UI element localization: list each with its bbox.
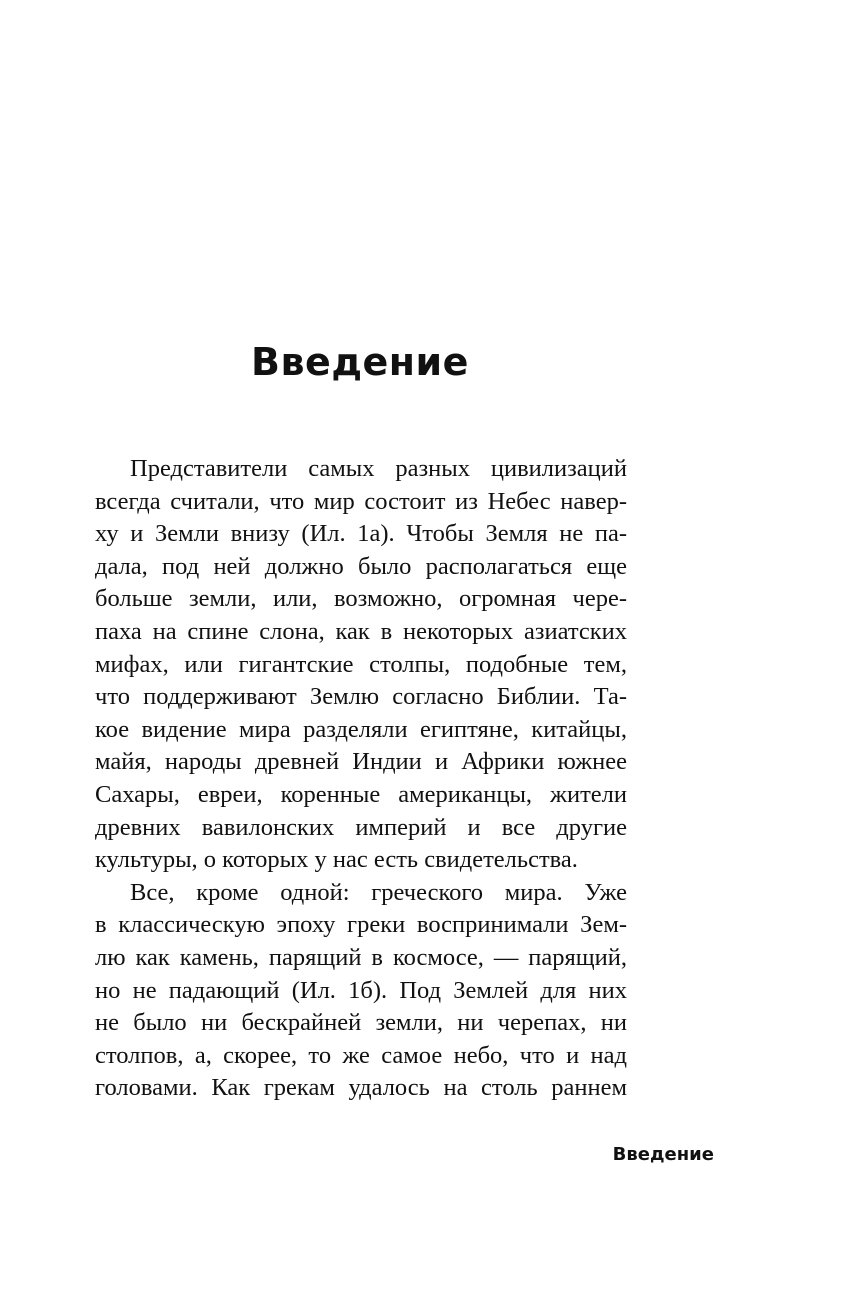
text-line: Представители самых разных цивилизаций [130,455,627,482]
running-footer-title: Введение [612,1144,714,1165]
paragraph-1 [95,453,627,877]
paragraph-2 [95,877,627,1105]
text-line: майя, народы древней Индии и Африки южнее [95,748,627,776]
text-line: но не падающий (Ил. 1б). Под Землей для них [95,976,627,1004]
text-line: больше земли, или, возможно, огромная чере- [95,585,627,613]
text-line: паха на спине слона, как в некоторых азиатских [95,617,627,645]
text-line: культуры, о которых у нас есть свидетельства. [95,846,578,874]
chapter-title: Введение [251,340,469,384]
text-line: что поддерживают Землю согласно Библии. Та- [95,683,627,711]
body-text [95,453,627,1105]
text-line: ху и Земли внизу (Ил. 1а). Чтобы Земля не па- [95,520,627,548]
text-line: не было ни бескрайней земли, ни черепах, ни [95,1009,627,1037]
text-line: кое видение мира разделяли египтяне, китайцы, [95,715,627,743]
text-line: дала, под ней должно было располагаться еще [95,552,627,580]
text-line: столпов, а, скорее, то же самое небо, что и над [95,1041,627,1069]
text-line: лю как камень, парящий в космосе, — парящий, [95,943,627,971]
text-line: головами. Как грекам удалось на столь раннем [95,1074,627,1102]
text-line: Сахары, евреи, коренные американцы, жители [95,780,627,808]
text-line: мифах, или гигантские столпы, подобные тем, [95,650,627,678]
text-line: древних вавилонских империй и все другие [95,813,627,841]
text-line: в классическую эпоху греки воспринимали Зем- [95,911,627,939]
text-line: всегда считали, что мир состоит из Небес навер- [95,487,627,515]
text-line: Все, кроме одной: греческого мира. Уже [130,878,627,906]
